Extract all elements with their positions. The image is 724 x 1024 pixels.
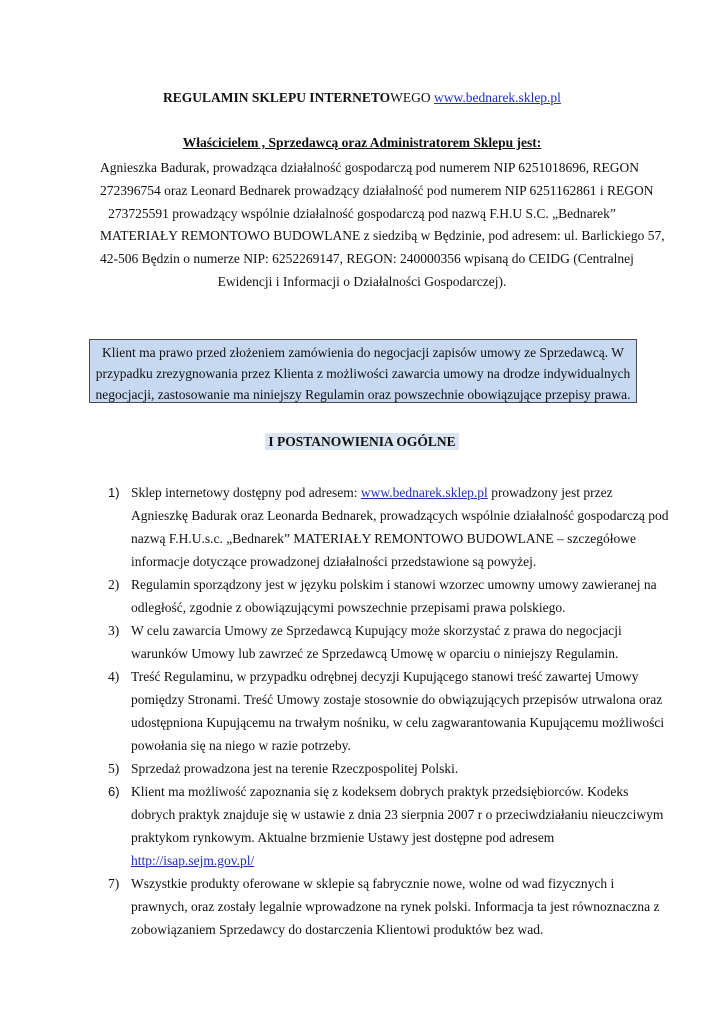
list-item-line: odległość, zgodnie z obowiązującymi powszechnie przepisami prawa polskiego.: [131, 600, 566, 615]
title-bold-part: REGULAMIN SKLEPU INTERNETO: [163, 90, 391, 105]
title-normal-part: WEGO: [390, 90, 434, 105]
list-item-line: zobowiązaniem Sprzedawcy do dostarczenia Klientowi produktów bez wad.: [131, 922, 544, 937]
list-item-number: 7): [108, 876, 120, 891]
provisions-list: [108, 481, 669, 941]
isap-link[interactable]: http://isap.sejm.gov.pl/: [131, 853, 255, 868]
list-item: [108, 619, 648, 665]
list-item: [108, 573, 657, 619]
notice-line: Klient ma prawo przed złożeniem zamówienia do negocjacji zapisów umowy ze Sprzedawcą. W: [102, 345, 624, 360]
list-item-line: pomiędzy Stronami. Treść Umowy zostaje stosownie do obwiązujących przepisów utrwalona oraz: [131, 692, 663, 707]
list-item-line: informacje dotyczące prowadzonej działalności przedstawione są powyżej.: [131, 554, 537, 569]
owner-line: MATERIAŁY REMONTOWO BUDOWLANE z siedzibą w Będzinie, pod adresem: ul. Barlickiego 57,: [100, 228, 665, 244]
list-item-number: 2): [108, 577, 120, 592]
list-item-line: Wszystkie produkty oferowane w sklepie są fabrycznie nowe, wolne od wad fizycznych i: [131, 876, 615, 891]
notice-line: przypadku zrezygnowania przez Klienta z możliwości zawarcia umowy na drodze indywidualnych: [95, 366, 631, 381]
list-item-line: Agnieszkę Badurak oraz Leonarda Bednarek, prowadzących wspólnie działalność gospodarczą pod: [131, 508, 669, 523]
list-item-line: W celu zawarcia Umowy ze Sprzedawcą Kupujący może skorzystać z prawa do negocjacji: [131, 623, 622, 638]
list-item-line: nazwą F.H.U.s.c. „Bednarek” MATERIAŁY REMONTOWO BUDOWLANE – szczegółowe: [131, 531, 637, 546]
owner-line: 42-506 Będzin o numerze NIP: 6252269147, REGON: 240000356 wpisaną do CEIDG (Centralnej: [100, 251, 634, 267]
shop-link[interactable]: www.bednarek.sklep.pl: [360, 485, 488, 500]
list-item: [108, 757, 648, 780]
list-item-line: udostępniona Kupującemu na trwałym nośniku, w celu zagwarantowania Kupującemu możliwości: [131, 715, 665, 730]
document-title: [0, 89, 724, 107]
section-heading-text: I POSTANOWIENIA OGÓLNE: [265, 433, 458, 450]
list-item: [108, 872, 660, 941]
list-item-line: warunków Umowy lub zawrzeć ze Sprzedawcą Umowę w oparciu o niniejszy Regulamin.: [131, 646, 619, 661]
list-item: [108, 665, 665, 757]
negotiation-notice-box: [89, 339, 637, 403]
list-item: [108, 780, 664, 872]
list-item-number: 5): [108, 761, 120, 776]
list-item-number: 6): [108, 784, 120, 799]
item-text: Sklep internetowy dostępny pod adresem:: [131, 485, 361, 500]
list-item-line: Regulamin sporządzony jest w języku polskim i stanowi wzorzec umowny umowy zawieranej na: [131, 577, 657, 592]
owner-line: Ewidencji i Informacji o Działalności Gospodarczej).: [217, 273, 507, 289]
owner-paragraph: [100, 157, 665, 294]
list-item-line: dobrych praktyk znajduje się w ustawie z dnia 23 sierpnia 2007 r o przeciwdziałaniu nieuczciwym: [131, 807, 664, 822]
section-heading: [0, 433, 724, 451]
owner-line: Agnieszka Badurak, prowadząca działalność gospodarczą pod numerem NIP 6251018696, REGON: [100, 160, 639, 175]
owner-line: 273725591 prowadzący wspólnie działalność gospodarczą pod nazwą F.H.U S.C. „Bednarek”: [108, 205, 616, 221]
item-text: prowadzony jest przez: [487, 485, 613, 500]
list-item-line: praktykom rynkowym. Aktualne brzmienie Ustawy jest dostępne pod adresem: [131, 830, 555, 845]
list-item-number: 3): [108, 623, 120, 638]
list-item-number: 1): [108, 485, 120, 500]
list-item: [108, 481, 669, 573]
list-item-number: 4): [108, 669, 120, 684]
list-item-line: [131, 481, 648, 504]
list-item-line: prawnych, oraz zostały legalnie wprowadzone na rynek polski. Informacja ta jest równoznaczna z: [131, 899, 660, 914]
list-item-line: Sprzedaż prowadzona jest na terenie Rzeczpospolitej Polski.: [131, 761, 459, 776]
list-item-line: Klient ma możliwość zapoznania się z kodeksem dobrych praktyk przedsiębiorców. Kodeks: [131, 784, 629, 799]
list-item-line: Treść Regulaminu, w przypadku odrębnej decyzji Kupującego stanowi treść zawartej Umowy: [131, 669, 639, 684]
notice-line: negocjacji, zastosowanie ma niniejszy Regulamin oraz powszechnie obowiązujące przepisy prawa.: [95, 387, 631, 402]
owner-heading: Właścicielem , Sprzedawcą oraz Administratorem Sklepu jest:: [182, 135, 542, 150]
list-item-line: powołania się na niego w razie potrzeby.: [131, 738, 351, 753]
owner-line: 272396754 oraz Leonard Bednarek prowadzący działalność pod numerem NIP 6251162861 i REGON: [100, 182, 654, 198]
title-shop-link[interactable]: www.bednarek.sklep.pl: [433, 90, 561, 105]
list-item-line: [131, 849, 648, 872]
